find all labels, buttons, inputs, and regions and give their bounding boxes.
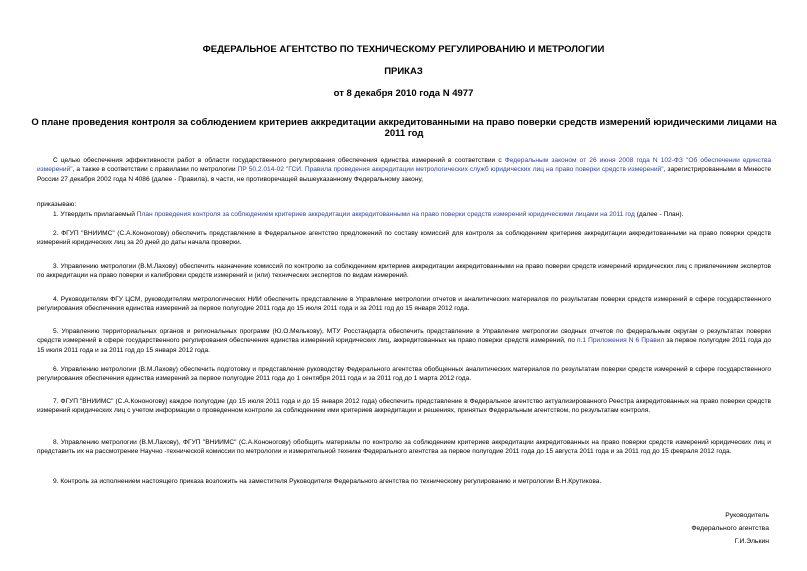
item-2: 2. ФГУП "ВНИИМС" (С.А.Кононогову) обеспечить представление в Федеральное агентство предложений по составу комиссий для контроля за соблюдением критериев аккредитации аккредитованными на право поверки средств измерений юридических лиц за 20 дней до даты начала проверки. — [37, 230, 771, 247]
intro-paragraph — [37, 156, 771, 184]
signature-block — [569, 509, 769, 548]
intro-text-1: С целью обеспечения эффективности работ в области государственного регулирования обеспечения единства измерений в соответствии с — [53, 157, 505, 164]
intro-text-3: , зарегистрированными в Минюсте России 27 декабря 2002 года N 4086 (далее - Правила), в части, не противоречащей вышеуказанному Федеральному закону, — [37, 166, 772, 183]
doc-type: ПРИКАЗ — [384, 66, 423, 77]
item-1-text-a: 1. Утвердить прилагаемый — [53, 211, 137, 218]
document-title: О плане проведения контроля за соблюдением критериев аккредитации аккредитованными на право поверки средств измерений юридическими лицами на 2011 год — [31, 117, 777, 139]
item-5 — [37, 327, 771, 355]
plan-link[interactable]: План проведения контроля за соблюдением критериев аккредитации аккредитованными на право поверки средств измерений юридическими лицами на 2011 год — [136, 211, 635, 218]
item-5-text-b: за первое полугодие 2011 года до 15 июля 2011 года и за 2011 год до 15 января 2012 года. — [37, 337, 772, 354]
item-3: 3. Управлению метрологии (В.М.Лахову) обеспечить назначение комиссий по контролю за соблюдением критериев аккредитации аккредитованными на право поверки средств измерений юридических лиц с привлечением экспертов по аккредитации на право поверки и калибровки средств измерений и (или) технических экспертов по видам измерений. — [37, 263, 771, 280]
item-8: 8. Управлению метрологии (В.М.Лахову), ФГУП "ВНИИМС" (С.А.Кононогову) обобщить материалы по контролю за соблюдением критериев аккредитации аккредитованных на право поверки средств измерений юридических лиц и представить их на рассмотрение Научно -технической комиссии по метрологии и измерительной технике Федерального агентства за первое полугодие 2011 года до 15 августа 2011 года и за 2011 год до 15 февраля 2012 года. — [37, 439, 771, 456]
item-9: 9. Контроль за исполнением настоящего приказа возложить на заместителя Руководителя Федерального агентства по техническому регулированию и метрологии В.Н.Крутикова. — [53, 478, 602, 485]
item-7: 7. ФГУП "ВНИИМС" (С.А.Кононогову) каждое полугодие (до 15 июля 2011 года и до 15 января 2012 года) обеспечить представление в Федеральное агентство актуализированного Реестра аккредитованных на право поверки средств измерений юридических лиц с учетом информации о проведенном контроле за соблюдением ими критериев аккредитации и решениях, принятых Федеральным агентством, по результатам контроля. — [37, 398, 771, 415]
appendix-6-link[interactable]: п.1 Приложения N 6 Правил — [577, 337, 665, 345]
agency-name: ФЕДЕРАЛЬНОЕ АГЕНТСТВО ПО ТЕХНИЧЕСКОМУ РЕГУЛИРОВАНИЮ И МЕТРОЛОГИИ — [202, 44, 605, 55]
signature-line-1: Руководитель — [725, 512, 769, 519]
doc-date-number: от 8 декабря 2010 года N 4977 — [333, 88, 474, 99]
item-4: 4. Руководителям ФГУ ЦСМ, руководителям метрологических НИИ обеспечить представление в Управление метрологии отчетов и аналитических материалов по результатам поверки средств измерений в сфере государственного регулирования обеспечения единства измерений за первое полугодие 2011 года до 15 июля 2011 года и за 2011 год до 15 января 2012 года. — [37, 296, 771, 313]
pr-rules-link[interactable]: ПР 50.2.014-02 "ГСИ. Правила проведения аккредитации метрологических служб юридических лиц на право поверки средств измерений" — [237, 166, 664, 174]
item-1-text-b: (далее - План). — [634, 211, 684, 218]
item-1 — [37, 210, 771, 219]
order-word: приказываю: — [37, 201, 77, 208]
item-5-text-a: 5. Управлению территориальных органов и региональных программ (Ю.О.Мелькову), МТУ Росстандарта обеспечить представление в Управление метрологии сводных отчетов по федеральным округам о результатах поверки средств измерений в сфере государственного регулирования обеспечения единства измерений юридических лиц, аккредитованных на право поверки средств измерений, по — [37, 328, 771, 345]
federal-law-link[interactable]: Федеральным законом от 26 июня 2008 года N 102-ФЗ "Об обеспечении единства измерений" — [37, 157, 771, 174]
signature-line-3: Г.И.Элькин — [734, 538, 769, 545]
intro-text-2: , а также в соответствии с правилами по метрологии — [72, 166, 238, 174]
item-6: 6. Управлению метрологии (В.М.Лахову) обеспечить подготовку и представление руководству Федерального агентства обобщенных аналитических материалов по результатам поверки средств измерений в сфере государственного регулирования обеспечения единства измерений за первое полугодие 2011 года до 1 сентября 2011 года и за 2011 год до 1 марта 2012 года. — [37, 366, 771, 383]
signature-line-2: Федерального агентства — [691, 525, 769, 532]
